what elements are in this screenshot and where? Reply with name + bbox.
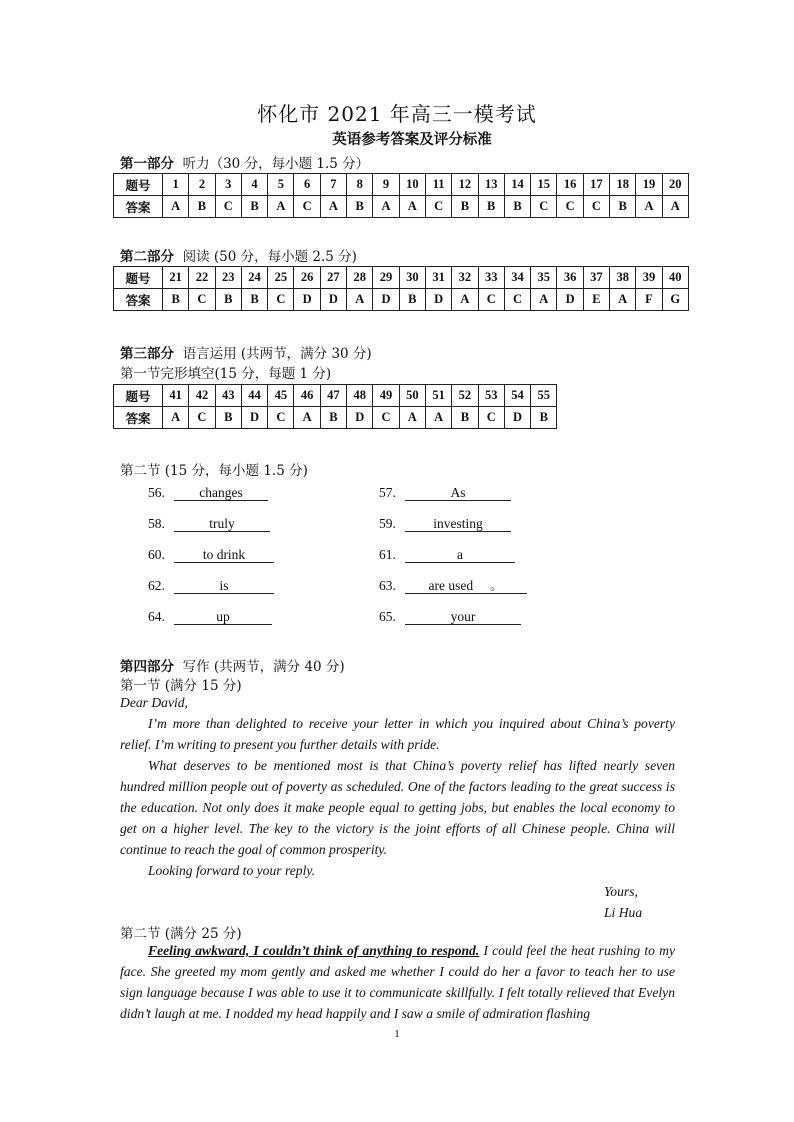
answer-cell: A bbox=[452, 289, 478, 311]
part2-heading bbox=[120, 245, 357, 265]
answer-cell: A bbox=[399, 196, 425, 218]
answer-cell: B bbox=[399, 289, 425, 311]
question-number-cell: 12 bbox=[452, 174, 478, 196]
answer-cell: F bbox=[636, 289, 662, 311]
letter-paragraph-2: What deserves to be mentioned most is that China’s poverty relief has lifted nearly seven hundred million people out of poverty as scheduled. One of the factors leading to the great success is the education. Not only does it make people equal to getting jobs, but enables the local economy to get on a higher level. The key to the victory is the joint efforts of all Chinese people. China will continue to reach the goal of common prosperity. bbox=[120, 758, 675, 857]
question-number-cell: 31 bbox=[425, 267, 451, 289]
part3-heading bbox=[120, 342, 372, 362]
letter-closing: Yours, bbox=[604, 884, 638, 899]
item-answer: is bbox=[174, 579, 274, 594]
question-number-cell: 1 bbox=[163, 174, 189, 196]
fill-item-63 bbox=[379, 578, 527, 594]
question-number-cell: 2 bbox=[189, 174, 215, 196]
part1-text: 听力（30 分，每小题 1.5 分） bbox=[182, 156, 370, 172]
letter-paragraph-3: Looking forward to your reply. bbox=[148, 863, 316, 878]
answer-cell: D bbox=[504, 407, 530, 429]
part3-text: 语言运用 (共两节，满分 30 分) bbox=[182, 346, 372, 362]
item-number: 56. bbox=[148, 485, 165, 500]
answer-cell: D bbox=[557, 289, 583, 311]
question-number-cell: 47 bbox=[320, 385, 346, 407]
letter-signature: Li Hua bbox=[604, 905, 643, 920]
part4-label: 第四部分 bbox=[120, 659, 174, 675]
page-number: 1 bbox=[394, 1028, 400, 1040]
fill-item-57 bbox=[379, 485, 511, 501]
answer-cell: A bbox=[268, 196, 294, 218]
answer-table-1 bbox=[113, 173, 689, 218]
part2-text: 阅读 (50 分，每小题 2.5 分) bbox=[182, 249, 357, 265]
question-number-cell: 22 bbox=[189, 267, 215, 289]
answer-cell: A bbox=[347, 289, 373, 311]
table-head-question: 题号 bbox=[114, 174, 163, 196]
question-number-cell: 14 bbox=[504, 174, 530, 196]
question-number-cell: 23 bbox=[215, 267, 241, 289]
question-number-cell: 16 bbox=[557, 174, 583, 196]
question-number-cell: 15 bbox=[531, 174, 557, 196]
story-lead-sentence: Feeling awkward, I couldn’t think of anything to respond. bbox=[148, 943, 480, 958]
answer-cell: B bbox=[163, 289, 189, 311]
question-number-cell: 49 bbox=[373, 385, 399, 407]
item-answer bbox=[405, 579, 527, 594]
answer-cell: C bbox=[189, 289, 215, 311]
question-number-cell: 20 bbox=[662, 174, 688, 196]
question-number-cell: 48 bbox=[347, 385, 373, 407]
fill-item-60 bbox=[148, 547, 274, 563]
answer-cell: A bbox=[373, 196, 399, 218]
answer-cell: D bbox=[241, 407, 267, 429]
part3-sub1: 第一节完形填空(15 分，每题 1 分) bbox=[120, 366, 332, 382]
question-number-cell: 4 bbox=[241, 174, 267, 196]
answer-cell: C bbox=[425, 196, 451, 218]
item-answer-text: are used bbox=[428, 578, 474, 593]
item-answer: As bbox=[405, 486, 511, 501]
page-title: 怀化市 2021 年高三一模考试 bbox=[257, 102, 537, 126]
question-number-cell: 33 bbox=[478, 267, 504, 289]
part3-label: 第三部分 bbox=[120, 346, 174, 362]
answer-cell: C bbox=[583, 196, 609, 218]
answer-cell: C bbox=[294, 196, 320, 218]
fill-item-59 bbox=[379, 516, 511, 532]
question-number-cell: 32 bbox=[452, 267, 478, 289]
part1-heading bbox=[120, 152, 369, 172]
fill-item-64 bbox=[148, 609, 272, 625]
question-number-cell: 24 bbox=[241, 267, 267, 289]
item-number: 63. bbox=[379, 578, 396, 593]
answer-cell: C bbox=[531, 196, 557, 218]
letter-greeting: Dear David, bbox=[120, 695, 188, 710]
answer-cell: A bbox=[662, 196, 688, 218]
answer-cell: C bbox=[504, 289, 530, 311]
question-number-cell: 30 bbox=[399, 267, 425, 289]
question-number-cell: 6 bbox=[294, 174, 320, 196]
answer-cell: D bbox=[373, 289, 399, 311]
item-number: 62. bbox=[148, 578, 165, 593]
question-number-cell: 3 bbox=[215, 174, 241, 196]
question-number-cell: 9 bbox=[373, 174, 399, 196]
answer-cell: B bbox=[452, 196, 478, 218]
answer-cell: B bbox=[189, 196, 215, 218]
answer-cell: A bbox=[636, 196, 662, 218]
question-number-cell: 44 bbox=[241, 385, 267, 407]
part4-sub2: 第二节 (满分 25 分) bbox=[120, 926, 242, 942]
question-number-cell: 10 bbox=[399, 174, 425, 196]
question-number-cell: 43 bbox=[215, 385, 241, 407]
answer-cell: A bbox=[163, 407, 189, 429]
answer-cell: C bbox=[268, 289, 294, 311]
fill-item-56 bbox=[148, 485, 268, 501]
answer-cell: B bbox=[504, 196, 530, 218]
question-number-cell: 52 bbox=[452, 385, 478, 407]
part3-sub2: 第二节 (15 分，每小题 1.5 分) bbox=[120, 463, 308, 479]
question-number-cell: 39 bbox=[636, 267, 662, 289]
question-number-cell: 26 bbox=[294, 267, 320, 289]
question-number-cell: 38 bbox=[610, 267, 636, 289]
table-head-answer: 答案 bbox=[114, 196, 163, 218]
answer-cell: B bbox=[478, 196, 504, 218]
part4-text: 写作 (共两节，满分 40 分) bbox=[182, 659, 345, 675]
answer-cell: B bbox=[241, 289, 267, 311]
item-answer: a bbox=[405, 548, 515, 563]
question-number-cell: 42 bbox=[189, 385, 215, 407]
item-number: 65. bbox=[379, 609, 396, 624]
item-answer-tail: 。 bbox=[489, 578, 504, 593]
answer-cell: D bbox=[320, 289, 346, 311]
item-number: 59. bbox=[379, 516, 396, 531]
question-number-cell: 55 bbox=[531, 385, 557, 407]
answer-cell: D bbox=[294, 289, 320, 311]
item-answer: up bbox=[174, 610, 272, 625]
answer-cell: D bbox=[347, 407, 373, 429]
item-answer: changes bbox=[174, 486, 268, 501]
answer-cell: A bbox=[399, 407, 425, 429]
question-number-cell: 21 bbox=[163, 267, 189, 289]
answer-cell: B bbox=[610, 196, 636, 218]
answer-cell: B bbox=[452, 407, 478, 429]
answer-cell: C bbox=[215, 196, 241, 218]
question-number-cell: 13 bbox=[478, 174, 504, 196]
question-number-cell: 17 bbox=[583, 174, 609, 196]
answer-cell: B bbox=[531, 407, 557, 429]
question-number-cell: 5 bbox=[268, 174, 294, 196]
item-answer: your bbox=[405, 610, 521, 625]
question-number-cell: 28 bbox=[347, 267, 373, 289]
answer-cell: A bbox=[294, 407, 320, 429]
question-number-cell: 18 bbox=[610, 174, 636, 196]
letter-paragraph-1: I’m more than delighted to receive your letter in which you inquired about China’s poverty relief. I’m writing to present you further details with pride. bbox=[120, 716, 675, 752]
part2-label: 第二部分 bbox=[120, 249, 174, 265]
question-number-cell: 25 bbox=[268, 267, 294, 289]
model-story bbox=[120, 940, 675, 1024]
question-number-cell: 37 bbox=[583, 267, 609, 289]
item-number: 58. bbox=[148, 516, 165, 531]
question-number-cell: 45 bbox=[268, 385, 294, 407]
story-body: I could feel the heat rushing to my face. She greeted my mom gently and asked me whether I could do her a favor to teach her to use sign language because I was able to use it to communicate skillfully. I felt totally relieved that Evelyn didn’t laugh at me. I nodded my head happily and I saw a smile of admiration flashing bbox=[120, 943, 675, 1021]
answer-cell: B bbox=[320, 407, 346, 429]
question-number-cell: 29 bbox=[373, 267, 399, 289]
table-head-question: 题号 bbox=[114, 267, 163, 289]
answer-cell: B bbox=[347, 196, 373, 218]
item-number: 60. bbox=[148, 547, 165, 562]
question-number-cell: 40 bbox=[662, 267, 688, 289]
answer-cell: C bbox=[373, 407, 399, 429]
answer-cell: A bbox=[531, 289, 557, 311]
question-number-cell: 11 bbox=[425, 174, 451, 196]
question-number-cell: 19 bbox=[636, 174, 662, 196]
part4-heading bbox=[120, 655, 345, 675]
answer-cell: D bbox=[425, 289, 451, 311]
item-number: 64. bbox=[148, 609, 165, 624]
model-letter bbox=[120, 692, 675, 923]
question-number-cell: 7 bbox=[320, 174, 346, 196]
answer-cell: B bbox=[215, 289, 241, 311]
question-number-cell: 53 bbox=[478, 385, 504, 407]
table-head-answer: 答案 bbox=[114, 407, 163, 429]
item-answer: investing bbox=[405, 517, 511, 532]
item-answer: truly bbox=[174, 517, 270, 532]
answer-cell: C bbox=[478, 289, 504, 311]
question-number-cell: 34 bbox=[504, 267, 530, 289]
answer-cell: C bbox=[189, 407, 215, 429]
answer-cell: E bbox=[583, 289, 609, 311]
answer-cell: C bbox=[478, 407, 504, 429]
item-number: 57. bbox=[379, 485, 396, 500]
question-number-cell: 36 bbox=[557, 267, 583, 289]
answer-cell: B bbox=[241, 196, 267, 218]
answer-cell: G bbox=[662, 289, 688, 311]
question-number-cell: 41 bbox=[163, 385, 189, 407]
question-number-cell: 27 bbox=[320, 267, 346, 289]
answer-table-3 bbox=[113, 384, 557, 429]
part1-label: 第一部分 bbox=[120, 156, 174, 172]
table-head-answer: 答案 bbox=[114, 289, 163, 311]
answer-cell: A bbox=[163, 196, 189, 218]
question-number-cell: 8 bbox=[347, 174, 373, 196]
fill-item-65 bbox=[379, 609, 521, 625]
answer-cell: B bbox=[215, 407, 241, 429]
answer-cell: C bbox=[557, 196, 583, 218]
item-number: 61. bbox=[379, 547, 396, 562]
answer-cell: A bbox=[320, 196, 346, 218]
fill-item-62 bbox=[148, 578, 274, 594]
fill-item-61 bbox=[379, 547, 515, 563]
answer-cell: A bbox=[425, 407, 451, 429]
answer-cell: A bbox=[610, 289, 636, 311]
question-number-cell: 50 bbox=[399, 385, 425, 407]
answer-table-2 bbox=[113, 266, 689, 311]
question-number-cell: 54 bbox=[504, 385, 530, 407]
question-number-cell: 51 bbox=[425, 385, 451, 407]
question-number-cell: 35 bbox=[531, 267, 557, 289]
answer-cell: C bbox=[268, 407, 294, 429]
question-number-cell: 46 bbox=[294, 385, 320, 407]
fill-item-58 bbox=[148, 516, 270, 532]
story-paragraph bbox=[120, 940, 675, 1024]
page-subtitle: 英语参考答案及评分标准 bbox=[332, 131, 492, 148]
part4-sub1: 第一节 (满分 15 分) bbox=[120, 678, 242, 694]
item-answer: to drink bbox=[174, 548, 274, 563]
table-head-question: 题号 bbox=[114, 385, 163, 407]
